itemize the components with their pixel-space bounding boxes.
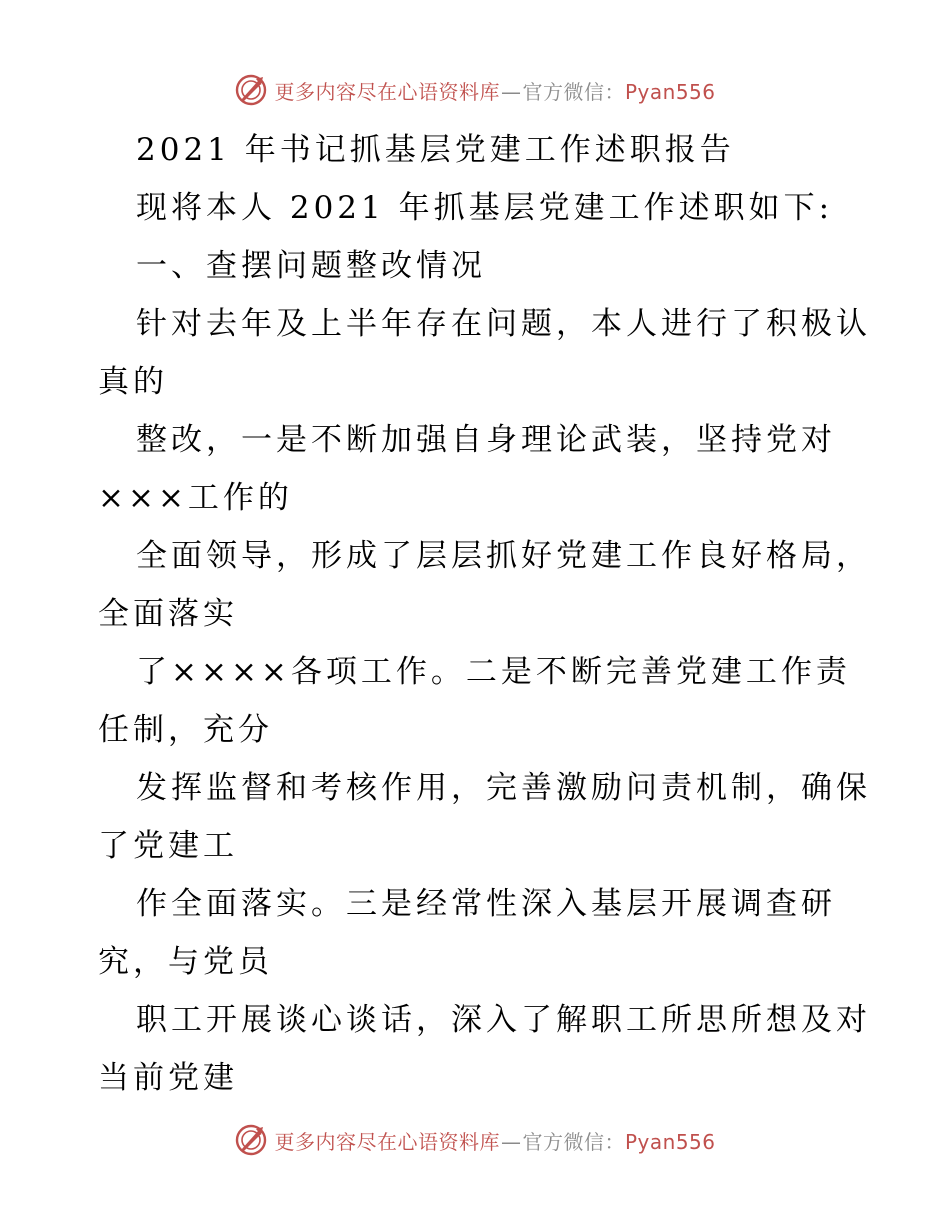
- paragraph-line: 针对去年及上半年存在问题，本人进行了积极认: [136, 306, 871, 342]
- paragraph-line: 真的: [98, 364, 168, 400]
- paragraph-line: 当前党建: [98, 1060, 238, 1096]
- paragraph-line: 整改，一是不断加强自身理论武装，坚持党对: [136, 422, 836, 458]
- wechat-label: 官方微信: [522, 1129, 605, 1154]
- paragraph-line: 了××××各项工作。二是不断完善党建工作责: [136, 654, 851, 690]
- footer-watermark: [0, 1120, 950, 1160]
- quill-pen-icon: [234, 1123, 268, 1157]
- watermark-text-line: [274, 76, 715, 105]
- wechat-colon: ：: [604, 79, 625, 104]
- wechat-colon: ：: [604, 1129, 625, 1154]
- paragraph-line: 全面领导，形成了层层抓好党建工作良好格局，: [136, 538, 871, 574]
- document-title: 2021 年书记抓基层党建工作述职报告: [136, 132, 735, 168]
- paragraph-line: 究，与党员: [98, 944, 273, 980]
- header-watermark: [0, 70, 950, 110]
- paragraph-line: 全面落实: [98, 596, 238, 632]
- paragraph-line: 职工开展谈心谈话，深入了解职工所思所想及对: [136, 1002, 871, 1038]
- watermark-dash: —: [500, 1129, 522, 1154]
- watermark-dash: —: [500, 79, 522, 104]
- document-body: [98, 121, 871, 1107]
- paragraph-line: 任制，充分: [98, 712, 273, 748]
- section-heading: 一、查摆问题整改情况: [136, 248, 486, 284]
- quill-pen-icon: [234, 73, 268, 107]
- paragraph-line: 了党建工: [98, 828, 238, 864]
- intro-line: 现将本人 2021 年抓基层党建工作述职如下:: [136, 190, 834, 226]
- watermark-text-line: [274, 1126, 715, 1155]
- paragraph-line: 作全面落实。三是经常性深入基层开展调查研: [136, 886, 836, 922]
- watermark-text: 更多内容尽在心语资料库: [274, 79, 500, 104]
- watermark-text: 更多内容尽在心语资料库: [274, 1129, 500, 1154]
- watermark-group: [234, 1123, 715, 1157]
- wechat-label: 官方微信: [522, 79, 605, 104]
- wechat-id: Pyan556: [624, 79, 716, 104]
- wechat-id: Pyan556: [624, 1129, 716, 1154]
- paragraph-line: ×××工作的: [98, 480, 293, 516]
- watermark-group: [234, 73, 715, 107]
- paragraph-line: 发挥监督和考核作用，完善激励问责机制，确保: [136, 770, 871, 806]
